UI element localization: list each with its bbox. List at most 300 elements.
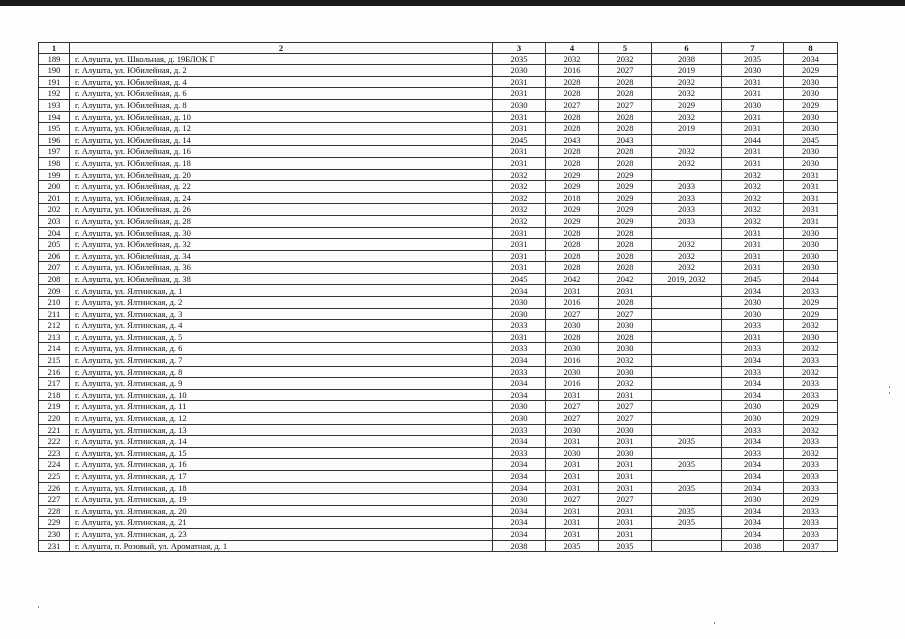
table-cell: 2034 — [493, 517, 546, 529]
table-cell: 223 — [39, 447, 70, 459]
table-cell: 2032 — [784, 343, 838, 355]
table-cell: 225 — [39, 470, 70, 482]
table-cell: 2031 — [493, 239, 546, 251]
table-cell: 195 — [39, 123, 70, 135]
table-cell: 2035 — [546, 540, 599, 552]
table-cell: г. Алушта, ул. Юбилейная, д. 20 — [70, 169, 493, 181]
table-cell — [652, 285, 722, 297]
table-cell: 219 — [39, 401, 70, 413]
table-row — [39, 424, 838, 436]
table-cell: 2031 — [722, 331, 784, 343]
table-cell: г. Алушта, ул. Юбилейная, д. 6 — [70, 88, 493, 100]
table-cell — [652, 413, 722, 425]
table-cell: 222 — [39, 436, 70, 448]
table-cell: 2029 — [546, 181, 599, 193]
table-cell — [652, 227, 722, 239]
table-cell: г. Алушта, ул. Ялтинская, д. 5 — [70, 331, 493, 343]
table-cell: 2031 — [546, 470, 599, 482]
table-cell: 206 — [39, 250, 70, 262]
table-cell: 189 — [39, 53, 70, 65]
table-cell: г. Алушта, ул. Школьная, д. 19БЛОК Г — [70, 53, 493, 65]
table-cell: 2043 — [599, 134, 652, 146]
table-row — [39, 505, 838, 517]
table-cell: 2035 — [722, 53, 784, 65]
table-cell: 2033 — [784, 505, 838, 517]
table-cell: 2033 — [722, 320, 784, 332]
table-cell: 2031 — [599, 517, 652, 529]
table-cell: 2033 — [784, 355, 838, 367]
table-cell: 2031 — [722, 146, 784, 158]
table-cell: 2018 — [546, 192, 599, 204]
table-cell: г. Алушта, ул. Юбилейная, д. 2 — [70, 65, 493, 77]
table-cell: 2030 — [546, 320, 599, 332]
table-cell: 2035 — [652, 482, 722, 494]
table-cell: 2033 — [652, 204, 722, 216]
table-cell — [652, 447, 722, 459]
table-cell: г. Алушта, ул. Ялтинская, д. 6 — [70, 343, 493, 355]
table-cell: 2031 — [546, 285, 599, 297]
table-cell: 2034 — [784, 53, 838, 65]
table-cell: г. Алушта, ул. Ялтинская, д. 19 — [70, 494, 493, 506]
header-col-4: 4 — [546, 43, 599, 54]
table-cell: 2031 — [722, 250, 784, 262]
table-cell: 2031 — [493, 262, 546, 274]
table-cell: 2032 — [652, 88, 722, 100]
table-cell: 2029 — [784, 65, 838, 77]
table-cell: 2032 — [722, 204, 784, 216]
table-cell: 2031 — [493, 146, 546, 158]
table-cell: 2035 — [652, 517, 722, 529]
table-cell: 2032 — [722, 181, 784, 193]
table-cell: 2029 — [784, 401, 838, 413]
table-cell: 2030 — [493, 99, 546, 111]
table-cell: 2016 — [546, 378, 599, 390]
table-cell: 2033 — [722, 424, 784, 436]
table-cell: 2031 — [546, 528, 599, 540]
table-cell: 2028 — [599, 88, 652, 100]
table-cell: 2029 — [599, 181, 652, 193]
table-cell: 2031 — [493, 331, 546, 343]
table-cell: 2028 — [599, 76, 652, 88]
table-cell: 2032 — [599, 355, 652, 367]
table-cell: 2032 — [493, 192, 546, 204]
table-cell: 2028 — [599, 262, 652, 274]
table-cell: 2038 — [722, 540, 784, 552]
table-cell: 2031 — [493, 123, 546, 135]
table-cell: 2027 — [599, 413, 652, 425]
table-cell — [652, 331, 722, 343]
table-row — [39, 146, 838, 158]
table-cell: 2030 — [493, 401, 546, 413]
table-cell: 2033 — [493, 366, 546, 378]
table-row — [39, 378, 838, 390]
table-cell: 2033 — [652, 215, 722, 227]
table-cell: 2028 — [599, 239, 652, 251]
table-cell: 2031 — [722, 262, 784, 274]
table-cell: 2033 — [493, 320, 546, 332]
table-cell: 212 — [39, 320, 70, 332]
table-cell: г. Алушта, ул. Ялтинская, д. 13 — [70, 424, 493, 436]
table-cell: 2031 — [493, 227, 546, 239]
table-cell: 2027 — [546, 401, 599, 413]
table-cell: 2028 — [599, 297, 652, 309]
table-cell: г. Алушта, ул. Ялтинская, д. 17 — [70, 470, 493, 482]
table-cell: 2034 — [493, 470, 546, 482]
table-header-row — [39, 43, 838, 54]
table-cell: 2016 — [546, 355, 599, 367]
table-cell: 2032 — [599, 53, 652, 65]
table-cell: 2034 — [493, 285, 546, 297]
header-col-5: 5 — [599, 43, 652, 54]
table-cell: 203 — [39, 215, 70, 227]
table-cell: 2033 — [784, 389, 838, 401]
header-col-2: 2 — [70, 43, 493, 54]
table-cell: 2045 — [493, 273, 546, 285]
table-cell: 2031 — [784, 204, 838, 216]
table-cell: 2031 — [722, 227, 784, 239]
table-cell: 2028 — [546, 227, 599, 239]
table-row — [39, 459, 838, 471]
table-row — [39, 53, 838, 65]
table-cell: 224 — [39, 459, 70, 471]
table-cell: г. Алушта, ул. Ялтинская, д. 3 — [70, 308, 493, 320]
table-row — [39, 227, 838, 239]
table-cell: г. Алушта, ул. Ялтинская, д. 18 — [70, 482, 493, 494]
table-cell: г. Алушта, ул. Юбилейная, д. 28 — [70, 215, 493, 227]
table-cell: 2028 — [546, 239, 599, 251]
table-cell: 2027 — [546, 99, 599, 111]
table-cell: 2043 — [546, 134, 599, 146]
table-cell: 2029 — [784, 494, 838, 506]
table-cell: 2034 — [493, 505, 546, 517]
table-row — [39, 331, 838, 343]
table-cell: 2029 — [546, 204, 599, 216]
table-cell: 2035 — [599, 540, 652, 552]
table-cell: 199 — [39, 169, 70, 181]
table-cell — [652, 540, 722, 552]
table-cell — [652, 169, 722, 181]
table-row — [39, 239, 838, 251]
table-cell: 2032 — [652, 146, 722, 158]
table-cell: г. Алушта, ул. Юбилейная, д. 8 — [70, 99, 493, 111]
table-cell: 2028 — [599, 146, 652, 158]
table-row — [39, 447, 838, 459]
table-cell: 2031 — [599, 505, 652, 517]
housing-schedule-table — [38, 42, 838, 552]
table-cell — [652, 470, 722, 482]
table-row — [39, 123, 838, 135]
table-cell: 2034 — [493, 355, 546, 367]
table-cell: г. Алушта, ул. Юбилейная, д. 18 — [70, 157, 493, 169]
table-cell: 2030 — [722, 494, 784, 506]
table-cell: 2031 — [722, 76, 784, 88]
table-cell: г. Алушта, ул. Юбилейная, д. 38 — [70, 273, 493, 285]
table-cell — [652, 297, 722, 309]
table-cell: 2028 — [546, 123, 599, 135]
table-cell: г. Алушта, ул. Ялтинская, д. 7 — [70, 355, 493, 367]
table-cell — [652, 378, 722, 390]
table-cell: 2030 — [546, 447, 599, 459]
table-cell: 2033 — [722, 343, 784, 355]
table-cell — [652, 389, 722, 401]
table-cell: 2033 — [784, 285, 838, 297]
table-cell: 2032 — [652, 157, 722, 169]
table-cell: г. Алушта, ул. Юбилейная, д. 12 — [70, 123, 493, 135]
table-cell: 226 — [39, 482, 70, 494]
table-cell: 2033 — [784, 517, 838, 529]
table-cell: 2030 — [546, 366, 599, 378]
table-cell: 2031 — [784, 169, 838, 181]
table-cell — [652, 494, 722, 506]
table-cell: 2030 — [722, 297, 784, 309]
table-cell: 2034 — [722, 459, 784, 471]
table-cell: 2032 — [493, 181, 546, 193]
table-cell: г. Алушта, ул. Ялтинская, д. 4 — [70, 320, 493, 332]
table-cell: 2030 — [599, 320, 652, 332]
table-cell: 205 — [39, 239, 70, 251]
table-cell: 218 — [39, 389, 70, 401]
table-cell — [652, 343, 722, 355]
table-cell: 2032 — [652, 250, 722, 262]
table-cell: 231 — [39, 540, 70, 552]
table-cell: 2034 — [493, 389, 546, 401]
table-row — [39, 157, 838, 169]
table-cell: 2034 — [493, 528, 546, 540]
table-cell: 2028 — [546, 146, 599, 158]
table-cell: г. Алушта, ул. Юбилейная, д. 34 — [70, 250, 493, 262]
table-cell: 2029 — [652, 99, 722, 111]
table-cell: 2028 — [546, 262, 599, 274]
table-cell: 2031 — [722, 88, 784, 100]
table-cell: г. Алушта, ул. Ялтинская, д. 10 — [70, 389, 493, 401]
table-cell: 2030 — [493, 494, 546, 506]
table-cell: 2031 — [599, 389, 652, 401]
table-cell: 2034 — [493, 378, 546, 390]
table-cell: 196 — [39, 134, 70, 146]
header-col-7: 7 — [722, 43, 784, 54]
table-cell: 2038 — [652, 53, 722, 65]
table-cell: 2032 — [652, 262, 722, 274]
table-cell: 2028 — [599, 111, 652, 123]
table-row — [39, 494, 838, 506]
table-cell: 2031 — [493, 76, 546, 88]
table-cell: 2034 — [493, 482, 546, 494]
table-cell: 202 — [39, 204, 70, 216]
table-row — [39, 470, 838, 482]
scan-speck — [714, 622, 715, 624]
table-cell: 2030 — [599, 447, 652, 459]
table-cell: 2019, 2032 — [652, 273, 722, 285]
table-cell: 2033 — [784, 378, 838, 390]
table-cell: 2019 — [652, 65, 722, 77]
table-cell: 204 — [39, 227, 70, 239]
table-cell: 2032 — [784, 320, 838, 332]
table-cell: 2032 — [493, 204, 546, 216]
table-cell: 2029 — [546, 169, 599, 181]
table-cell: г. Алушта, ул. Ялтинская, д. 23 — [70, 528, 493, 540]
table-cell: 2030 — [546, 343, 599, 355]
table-cell: 2030 — [784, 250, 838, 262]
table-cell — [652, 528, 722, 540]
table-row — [39, 366, 838, 378]
table-cell: 2030 — [784, 88, 838, 100]
table-row — [39, 134, 838, 146]
table-cell — [652, 308, 722, 320]
table-row — [39, 204, 838, 216]
table-cell: 2030 — [722, 401, 784, 413]
table-cell: 2016 — [546, 297, 599, 309]
table-cell: 2027 — [546, 413, 599, 425]
table-cell: 2033 — [652, 181, 722, 193]
table-cell: 2031 — [722, 239, 784, 251]
table-cell: 2032 — [652, 239, 722, 251]
table-cell: 201 — [39, 192, 70, 204]
table-cell: г. Алушта, ул. Ялтинская, д. 9 — [70, 378, 493, 390]
scan-speck — [38, 606, 39, 608]
table-cell: 2033 — [493, 447, 546, 459]
table-cell: 2034 — [722, 389, 784, 401]
table-cell: 2029 — [546, 215, 599, 227]
table-cell: 2031 — [599, 528, 652, 540]
table-row — [39, 482, 838, 494]
table-cell: 2032 — [599, 378, 652, 390]
table-cell: 2028 — [546, 157, 599, 169]
table-cell: 2032 — [784, 366, 838, 378]
table-cell: 2034 — [493, 436, 546, 448]
table-row — [39, 401, 838, 413]
table-cell: 211 — [39, 308, 70, 320]
table-cell: 2034 — [722, 482, 784, 494]
table-cell: 220 — [39, 413, 70, 425]
table-row — [39, 250, 838, 262]
table-cell: 2030 — [784, 76, 838, 88]
table-row — [39, 285, 838, 297]
table-cell: 2032 — [546, 53, 599, 65]
table-cell: 2032 — [722, 169, 784, 181]
scan-speck — [889, 386, 890, 388]
table-row — [39, 181, 838, 193]
header-col-8: 8 — [784, 43, 838, 54]
table-cell: 2031 — [546, 459, 599, 471]
table-cell: 2029 — [599, 192, 652, 204]
table-cell: 2031 — [784, 215, 838, 227]
table-cell: 2030 — [493, 297, 546, 309]
table-cell: 2031 — [599, 459, 652, 471]
table-cell: 2042 — [599, 273, 652, 285]
table-cell: 2030 — [784, 123, 838, 135]
table-row — [39, 308, 838, 320]
table-cell: 2028 — [599, 227, 652, 239]
table-cell: г. Алушта, ул. Ялтинская, д. 11 — [70, 401, 493, 413]
table-cell: 2030 — [784, 331, 838, 343]
table-cell: 2031 — [599, 285, 652, 297]
table-cell: г. Алушта, ул. Юбилейная, д. 36 — [70, 262, 493, 274]
table-cell: 2031 — [599, 436, 652, 448]
table-row — [39, 355, 838, 367]
table-cell: 2029 — [599, 169, 652, 181]
table-cell: г. Алушта, ул. Юбилейная, д. 30 — [70, 227, 493, 239]
table-cell: 2033 — [722, 366, 784, 378]
table-cell: г. Алушта, ул. Ялтинская, д. 1 — [70, 285, 493, 297]
table-cell: 197 — [39, 146, 70, 158]
table-cell: 194 — [39, 111, 70, 123]
table-cell — [652, 366, 722, 378]
table-cell: 2028 — [546, 250, 599, 262]
table-cell: г. Алушта, ул. Юбилейная, д. 24 — [70, 192, 493, 204]
table-cell: 228 — [39, 505, 70, 517]
table-cell: 192 — [39, 88, 70, 100]
table-row — [39, 111, 838, 123]
table-cell: 2027 — [599, 494, 652, 506]
table-row — [39, 528, 838, 540]
table-cell: 210 — [39, 297, 70, 309]
table-cell: 216 — [39, 366, 70, 378]
table-cell: 2033 — [784, 459, 838, 471]
table-cell: 2029 — [784, 413, 838, 425]
table-cell: 2030 — [784, 227, 838, 239]
table-cell: 2037 — [784, 540, 838, 552]
table-cell: 2031 — [546, 436, 599, 448]
table-cell: г. Алушта, ул. Ялтинская, д. 2 — [70, 297, 493, 309]
table-cell: 2033 — [652, 192, 722, 204]
table-row — [39, 273, 838, 285]
table-cell: 215 — [39, 355, 70, 367]
table-cell: 208 — [39, 273, 70, 285]
table-cell: 2029 — [784, 308, 838, 320]
table-cell: г. Алушта, ул. Юбилейная, д. 26 — [70, 204, 493, 216]
table-row — [39, 540, 838, 552]
table-cell: 2031 — [493, 250, 546, 262]
header-col-6: 6 — [652, 43, 722, 54]
table-cell: 2034 — [722, 355, 784, 367]
scan-speck — [889, 392, 890, 394]
table-cell: 2033 — [493, 424, 546, 436]
table-cell: 2027 — [546, 494, 599, 506]
table-row — [39, 76, 838, 88]
table-cell: 2031 — [599, 482, 652, 494]
table-cell: 2032 — [784, 447, 838, 459]
table-cell: 2030 — [784, 146, 838, 158]
header-col-1: 1 — [39, 43, 70, 54]
table-cell: 2019 — [652, 123, 722, 135]
table-cell: 2031 — [493, 88, 546, 100]
table-cell: 2030 — [784, 111, 838, 123]
table-cell: 2028 — [546, 88, 599, 100]
table-cell: 2027 — [599, 99, 652, 111]
table-cell: 214 — [39, 343, 70, 355]
scan-top-border — [0, 0, 905, 6]
table-cell: 209 — [39, 285, 70, 297]
table-cell: 190 — [39, 65, 70, 77]
table-cell: г. Алушта, ул. Юбилейная, д. 14 — [70, 134, 493, 146]
table-row — [39, 297, 838, 309]
table-row — [39, 436, 838, 448]
table-cell: 2034 — [722, 528, 784, 540]
table-cell: 2034 — [722, 505, 784, 517]
table-cell: г. Алушта, ул. Юбилейная, д. 10 — [70, 111, 493, 123]
table-cell: 2044 — [784, 273, 838, 285]
table-cell: 2034 — [722, 378, 784, 390]
table-cell: 2030 — [784, 262, 838, 274]
table-cell: 217 — [39, 378, 70, 390]
table-cell: 2031 — [784, 192, 838, 204]
table-cell: г. Алушта, ул. Ялтинская, д. 21 — [70, 517, 493, 529]
table-cell: 2029 — [599, 215, 652, 227]
table-cell: 2030 — [546, 424, 599, 436]
table-row — [39, 192, 838, 204]
table-cell: 230 — [39, 528, 70, 540]
table-cell: г. Алушта, ул. Юбилейная, д. 4 — [70, 76, 493, 88]
